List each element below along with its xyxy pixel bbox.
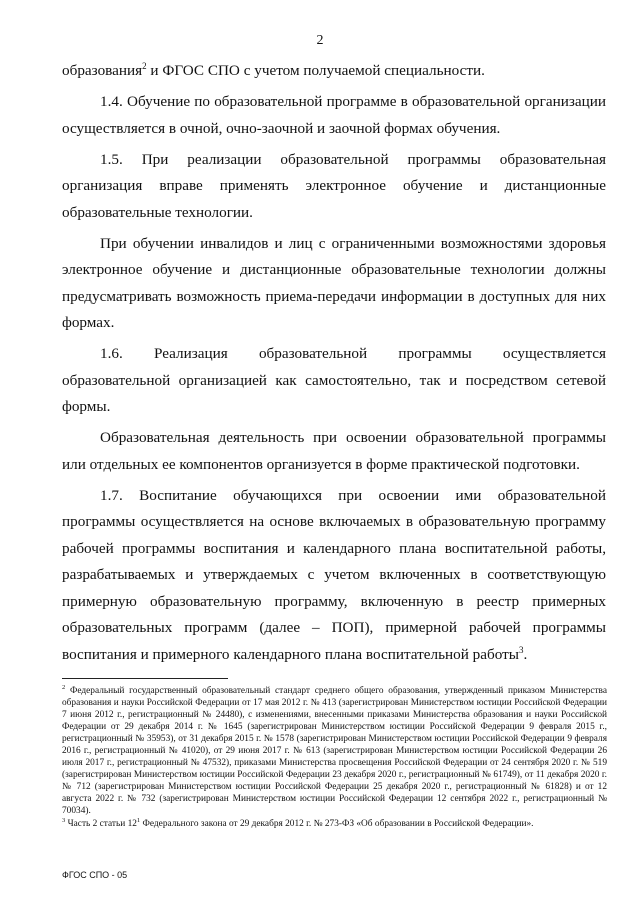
paragraph-intro xyxy=(62,58,606,85)
footnote-separator xyxy=(62,678,228,679)
footnotes xyxy=(62,685,607,830)
page-number: 2 xyxy=(316,33,324,48)
paragraph-practical-training: Образовательная деятельность при освоении образовательной программы или отдельных ее компонентов организуется в форме практической подготовки. xyxy=(62,429,606,473)
paragraph-intro-text: образования xyxy=(62,62,143,79)
footnote-2-text: Федеральный государственный образовательный стандарт среднего общего образования, утвержденный приказом Министерства образования и науки Российской Федерации от 17 мая 2012 г. № 413 (зарегистрирован Министерством юстиции Российской Федерации 7 июня 2012 г., регистрационный № 24480), с изменениями, внесенными приказами Министерства образования и науки Российской Федерации от 29 декабря 2014 г. № 1645 (зарегистрирован Министерством юстиции Российской Федерации 9 февраля 2015 г., регистрационный № 35953), от 31 декабря 2015 г. № 1578 (зарегистрирован Министерством юстиции Российской Федерации 9 февраля 2016 г., регистрационный № 41020), от 29 июня 2017 г. № 613 (зарегистрирован Министерством юстиции Российской Федерации 26 июля 2017 г., регистрационный № 47532), приказами Министерства просвещения Российской Федерации от 24 сентября 2020 г. № 519 (зарегистрирован Министерством юстиции Российской Федерации 23 декабря 2020 г., регистрационный № 61749), от 11 декабря 2020 г. № 712 (зарегистрирован Министерством юстиции Российской Федерации 25 декабря 2020 г., регистрационный № 61828) и от 12 августа 2022 г. № 732 (зарегистрирован Министерством юстиции Российской Федерации 12 сентября 2022 г., регистрационный № 70034). xyxy=(62,686,607,817)
paragraph-1-7 xyxy=(62,483,606,669)
footnote-3-text-end: Федерального закона от 29 декабря 2012 г. № 273-ФЗ «Об образовании в Российской Федерации». xyxy=(140,818,534,829)
paragraph-1-7-text-end: . xyxy=(523,645,528,663)
footnote-3-text: Часть 2 статьи 12 xyxy=(65,818,137,829)
paragraph-1-5: 1.5. При реализации образовательной программы образовательная организация вправе применять электронное обучение и дистанционные образовательные технологии. xyxy=(62,150,606,221)
main-text xyxy=(62,58,606,673)
footnote-3-article-sup: 1 xyxy=(136,816,141,824)
paragraph-1-6: 1.6. Реализация образовательной программы осуществляется образовательной организацией как самостоятельно, так и посредством сетевой формы. xyxy=(62,345,606,415)
footnote-3-number: 3 xyxy=(62,816,66,824)
paragraph-intro-text-end: и ФГОС СПО с учетом получаемой специальности. xyxy=(146,62,485,79)
paragraph-1-4: 1.4. Обучение по образовательной программе в образовательной организации осуществляется в очной, очно-заочной и заочной формах обучения. xyxy=(62,93,606,137)
footnote-ref-3: 3 xyxy=(518,644,524,655)
footnote-3 xyxy=(62,818,607,830)
footnote-2-number: 2 xyxy=(62,683,66,691)
paragraph-disabilities: При обучении инвалидов и лиц с ограниченными возможностями здоровья электронное обучение и дистанционные образовательные технологии должны предусматривать возможность приема-передачи информации в доступных для них формах. xyxy=(62,234,606,331)
paragraph-1-7-text: 1.7. Воспитание обучающихся при освоении ими образовательной программы осуществляется на основе включаемых в образовательную программу рабочей программы воспитания и календарного плана воспитательной работы, разрабатываемых и утверждаемых с учетом включенных в соответствующую примерную образовательную программу, включенную в реестр примерных образовательных программ (далее – ПОП), примерной рабочей программы воспитания и примерного календарного плана воспитательной работы xyxy=(62,486,606,663)
footnote-2 xyxy=(62,685,607,818)
footnote-ref-2: 2 xyxy=(142,60,147,71)
document-code: ФГОС СПО - 05 xyxy=(62,870,128,880)
